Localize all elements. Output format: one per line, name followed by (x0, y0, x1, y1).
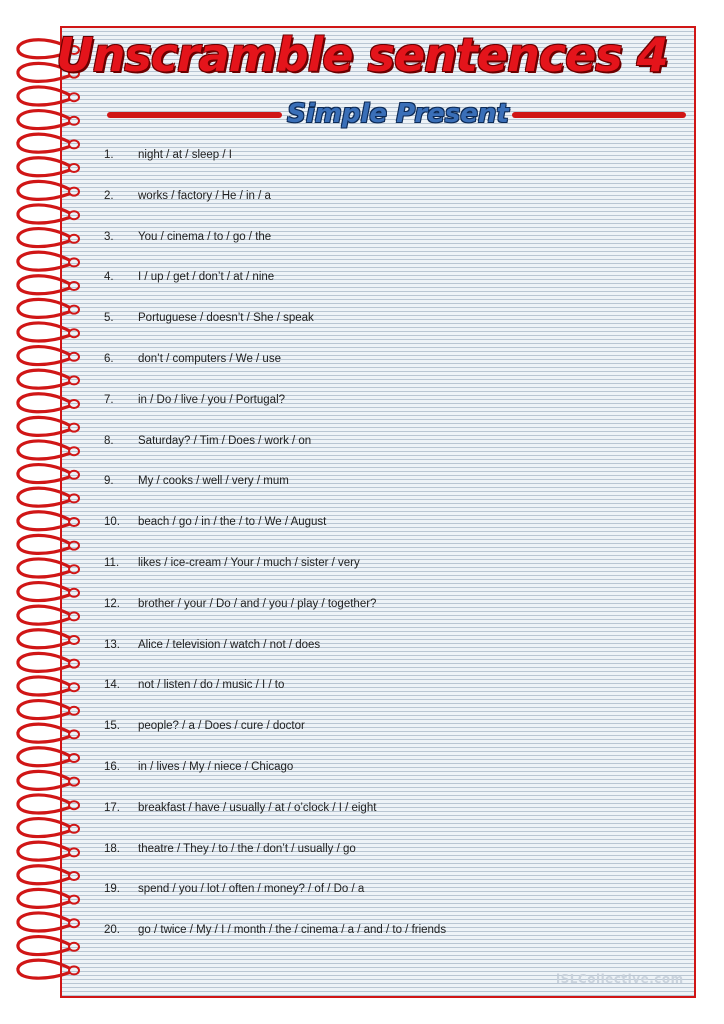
exercise-number: 19. (104, 883, 120, 896)
exercise-number: 3. (104, 230, 114, 243)
exercise-text: works / factory / He / in / a (138, 189, 271, 202)
exercise-item (104, 841, 664, 857)
exercise-number: 16. (104, 761, 120, 773)
exercise-text: go / twice / My / I / month / the / cinema / a / and / to / friends (138, 924, 447, 937)
exercise-number: 4. (104, 271, 114, 284)
exercise-number: 13. (104, 638, 120, 651)
exercise-item (104, 188, 664, 204)
exercise-item (104, 596, 664, 612)
exercise-text: in / Do / live / you / Portugal? (138, 393, 286, 406)
exercise-number: 8. (104, 434, 114, 447)
exercise-number: 11. (104, 557, 120, 569)
exercise-number: 15. (104, 720, 120, 733)
exercise-item (104, 310, 664, 326)
exercise-number: 20. (104, 924, 120, 937)
exercise-item (104, 514, 664, 530)
exercise-text: brother / your / Do / and / you / play / together? (138, 597, 377, 610)
exercise-text: I / up / get / don’t / at / nine (138, 271, 275, 284)
exercise-number: 2. (104, 189, 114, 202)
exercise-number: 12. (104, 597, 120, 610)
exercise-item (104, 718, 664, 734)
worksheet-title: Unscramble sentences 4 (56, 28, 668, 82)
exercise-number: 18. (104, 842, 120, 855)
exercise-number: 5. (104, 312, 114, 325)
exercise-text: likes / ice-cream / Your / much / sister / very (138, 557, 360, 569)
exercise-text: spend / you / lot / often / money? / of / Do / a (138, 883, 365, 896)
watermark: iSLCollective.com (556, 972, 684, 986)
exercise-item (104, 229, 664, 245)
exercise-text: Saturday? / Tim / Does / work / on (138, 434, 312, 447)
exercise-text: in / lives / My / niece / Chicago (138, 761, 294, 773)
exercise-text: theatre / They / to / the / don’t / usually / go (138, 842, 356, 855)
exercise-item (104, 637, 664, 653)
exercise-item (104, 392, 664, 408)
exercise-number: 1. (104, 149, 114, 161)
exercise-item (104, 351, 664, 367)
exercise-item (104, 147, 664, 163)
exercise-number: 6. (104, 353, 114, 365)
exercise-text: not / listen / do / music / I / to (138, 679, 285, 692)
exercise-number: 17. (104, 801, 120, 814)
exercise-item (104, 555, 664, 571)
worksheet-subtitle: Simple Present (287, 99, 509, 129)
exercise-number: 7. (104, 393, 114, 406)
exercise-item (104, 922, 664, 938)
exercise-text: don’t / computers / We / use (138, 353, 281, 365)
exercise-text: Alice / television / watch / not / does (138, 638, 321, 651)
exercise-text: beach / go / in / the / to / We / August (138, 516, 327, 529)
exercise-number: 14. (104, 679, 120, 692)
exercise-number: 10. (104, 516, 120, 529)
exercise-number: 9. (104, 475, 114, 488)
exercise-text: night / at / sleep / I (138, 149, 232, 161)
exercise-text: My / cooks / well / very / mum (138, 475, 289, 488)
exercise-text: Portuguese / doesn’t / She / speak (138, 312, 314, 325)
exercise-item (104, 473, 664, 489)
exercise-item (104, 800, 664, 816)
exercise-text: breakfast / have / usually / at / o’clock / I / eight (138, 801, 377, 814)
exercise-text: people? / a / Does / cure / doctor (138, 720, 305, 733)
exercise-item (104, 677, 664, 693)
exercise-text: You / cinema / to / go / the (138, 230, 272, 243)
exercise-item (104, 881, 664, 897)
exercise-item (104, 269, 664, 285)
exercise-item (104, 759, 664, 775)
exercise-item (104, 433, 664, 449)
